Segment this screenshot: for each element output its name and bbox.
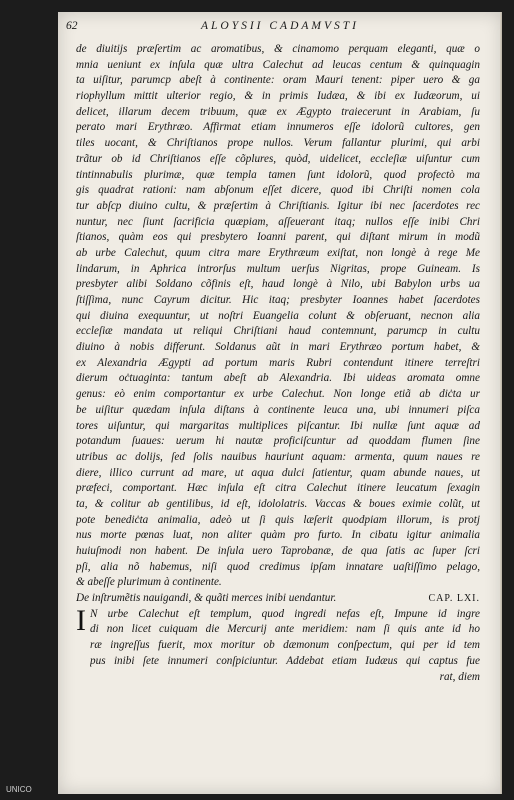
chapter-body (76, 603, 480, 670)
text-line: qui diuina exequuntur, ut noſtri Euangelia colunt & obſeruant, necnon alia (76, 309, 480, 322)
text-line: huiuſmodi non habent. De inſula uero Taprobanæ, de qua ſatis ac ſuper ſcri (76, 545, 480, 557)
chapter-label: CAP. LXI. (424, 591, 480, 607)
text-line: pus inibi ſete innumeri conſpiciuntur. Addebat etiam Iudæus qui captus fue (90, 654, 480, 667)
text-line: ſtianos, quàm eos qui presbytero Ioanni parent, qui diſtant mirum in modũ (76, 231, 480, 244)
text-line: pote benediċta animalia, adeò ut ſi quis læſerit quodpiam illorum, is protj (76, 513, 480, 526)
text-line: di non licet cuiquam die Mercurij ante meridiem: nam ſi quis ante id ho (90, 623, 480, 636)
text-line: ræ ingreſſus fuerit, mox moritur ob dæmonum conſpectum, qui per id tem (90, 639, 480, 652)
text-line: potandum ſuaues: uerum hi nautæ proficiſcuntur ad quoddam flumen ſine (76, 435, 480, 448)
text-line: diere, illico currunt ad mare, ut aqua dulci ſatientur, quam abunde naues, ut (76, 466, 480, 479)
running-title: ALOYSII CADAMVSTI (200, 20, 359, 32)
page-gutter-shadow (500, 12, 502, 794)
text-line: be uiſitur quædam inſula diſtans à continente leuca una, ubi innumeri piſca (76, 403, 480, 416)
text-line: mnia ueniunt ex inſula quæ ultra Calechut ad leucas centum & quinquagin (76, 58, 480, 71)
chapter-text (76, 603, 480, 670)
text-line: perato mari Erythræo. Affirmat etiam innumeros eſſe idolorũ cultores, gen (76, 121, 480, 134)
book-page (58, 12, 502, 794)
watermark: UNICO (6, 785, 32, 794)
text-line: tur abſcp diuino cultu, & præſertim à Chriſtianis. Igitur ibi nec ſacerdotes rec (76, 199, 480, 212)
text-line: & abeſſe plurimum à continente. (76, 576, 222, 589)
text-line: trãtur ob id Chriſtianos eſſe cõplures, quòd, uidelicet, eccleſiæ uiſuntur cum (76, 152, 480, 165)
text-line: nus morte pœnas luat, non aliter quàm pro furto. In cibatu igitur animalia (76, 529, 480, 542)
text-line: ta uiſitur, parumcp abeſt à continente: oram Mauri tenent: piper uero & ga (76, 74, 480, 87)
text-line: tiles uocant, & Chriſtianos prope nullos. Verum fallantur plurimi, qui arbi (76, 137, 480, 150)
text-line: presbyter alibi Soldano cõfinis eſt, haud longè à Nilo, ubi Babylon urbs ua (76, 278, 480, 291)
text-line: diuino à nobis differunt. Soldanus aũt in mari Erythræo portum habet, & (76, 341, 480, 354)
text-line: tores uiſuntur, qui margaritas multiplices piſcantur. Ibi nullæ ſunt aquæ ad (76, 419, 480, 432)
text-line: dierum oċtuaginta: tantum abeſt ab Alexandria. Ibi uideas aromata omne (76, 372, 480, 385)
text-line: ab urbe Calechut, quum citra mare Erythræum exiſtat, non longè à rege Me (76, 246, 480, 259)
text-line: utribus ac dolijs, ſed ſolis nauibus hauriunt aquam: armenta, quum naues re (76, 450, 480, 463)
text-line: tintinnabulis plurimæ, quæ templa tamen ſunt idolorũ, quod profectò ma (76, 168, 480, 181)
chapter-heading (76, 591, 480, 607)
text-line: N urbe Calechut eſt templum, quod ingredi nefas eſt, Impune id ingre (90, 607, 480, 620)
text-line: delicet, illarum decem tribuum, quæ ex Ægypto traiecerunt in Arabiam, ſu (76, 105, 480, 118)
text-line: nuntur, nec ſiunt ſacrificia quæpiam, aſſeuerant itaq; nullos eſſe inibi Chri (76, 215, 480, 228)
body-text (76, 42, 480, 591)
folio-number: 62 (66, 20, 78, 32)
drop-initial: I (76, 603, 86, 637)
running-head (58, 20, 502, 38)
catchword: rat, diem (439, 670, 480, 683)
text-line: gis quadrat rationi: nam abſonum eſſet dicere, quod ibi Chriſti nomen cola (76, 184, 480, 197)
text-line: genus: eò enim comportantur ex urbe Calechut. Non longe etiã ab diċta ur (76, 388, 480, 401)
text-line: præfeci, comportant. Hæc inſula eſt citra Calechut itinere leucatum ſexagin (76, 482, 480, 495)
text-line: ta, & colitur ab gentilibus, id eſt, idololatris. Vaccas & boues eximie colũt, ut (76, 497, 480, 510)
text-block (76, 42, 480, 685)
text-line: de diuitijs præſertim ac aromatibus, & cinamomo perquam eleganti, quæ o (76, 43, 480, 55)
text-line: riophyllum mittit ulterior regio, & in primis Iudæa, & ibi ex Iudæorum, ui (76, 90, 480, 103)
text-line: ſtiſſima, nunc Cayrum dicitur. Hic itaq; presbyter Ioannes habet ſacerdotes (76, 294, 480, 306)
text-line: pſi, alia nõ habemus, niſi quod credimus ipſam innatare uaſtiſſimo pelago, (76, 560, 480, 573)
chapter-heading-text: De inſtrumẽtis nauigandi, & quãti merces inibi uendantur. (76, 592, 337, 605)
text-line: ex Alexandria Ægypti ad portum maris Rubri contendunt itinere terreſtri (76, 356, 480, 369)
text-line: eccleſiæ mandata ut reliqui Chriſtiani haud contemnunt, parumcp in cultu (76, 325, 480, 338)
text-line: lindarum, in Aphrica introrſus multum uerſus Nigritas, prope Guineam. Is (76, 262, 480, 275)
